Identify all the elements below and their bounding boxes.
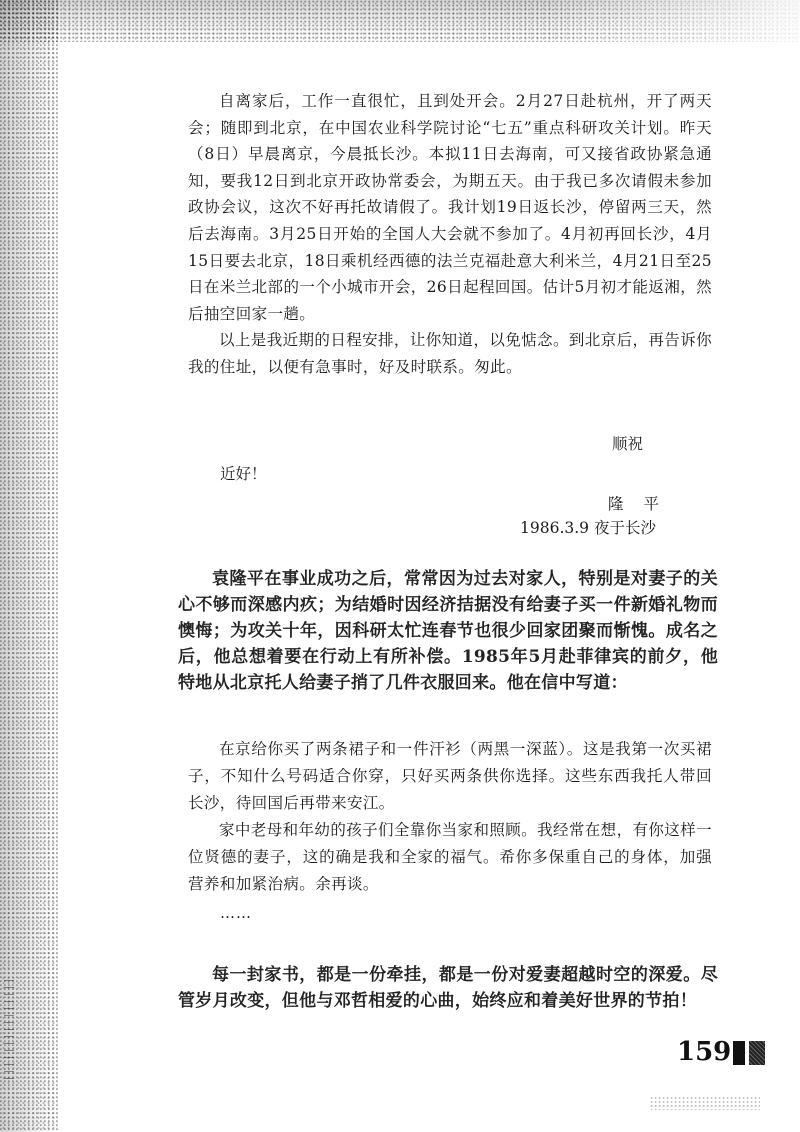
scan-smudge-bottom xyxy=(650,1096,760,1110)
letter-excerpt-1 xyxy=(188,88,712,381)
scan-border-top-fade xyxy=(540,0,800,42)
page-number-marker-pattern xyxy=(749,1041,765,1065)
letter2-paragraph-2: 家中老母和年幼的孩子们全靠你当家和照顾。我经常在想，有你这样一位贤德的妻子，这的确是我和全家的福气。希你多保重自己的身体，加强营养和加紧治病。余再谈。 xyxy=(188,821,712,893)
letter1-closing-right: 顺祝 xyxy=(612,435,644,453)
body-paragraph-2 xyxy=(178,962,718,1014)
letter1-paragraph-1: 自离家后，工作一直很忙，且到处开会。2月27日赴杭州，开了两天会；随即到北京，在中国农业科学院讨论“七五”重点科研攻关计划。昨天（8日）早晨离京，今晨抵长沙。本拟11日去海南，可又接省政协紧急通知，要我12日到北京开政协常委会，为期五天。由于我已多次请假未参加政协会议，这次不好再托故请假了。我计划19日返长沙，停留两三天，然后去海南。3月25日开始的全国人大会就不参加了。4月初再回长沙，4月15日要去北京，18日乘机经西德的法兰克福赴意大利米兰，4月21日至25日在米兰北部的一个小城市开会，26日起程回国。估计5月初才能返湘，然后抽空回家一趟。 xyxy=(188,92,712,323)
letter1-date: 1986.3.9 夜于长沙 xyxy=(520,519,656,537)
scan-border-left xyxy=(0,0,58,1132)
page-number-marker-solid xyxy=(733,1041,745,1065)
letter-excerpt-2 xyxy=(188,736,712,898)
body-paragraph-1 xyxy=(178,566,718,696)
letter1-closing-left: 近好！ xyxy=(220,465,267,483)
letter2-paragraph-1: 在京给你买了两条裙子和一件汗衫（两黑一深蓝）。这是我第一次买裙子，不知什么号码适合你穿，只好买两条供你选择。这些东西我托人带回长沙，待回国后再带来安江。 xyxy=(188,740,712,812)
body-paragraph-1-text: 袁隆平在事业成功之后，常常因为过去对家人，特别是对妻子的关心不够而深感内疚；为结婚时因经济拮据没有给妻子买一件新婚礼物而懊悔；为攻关十年，因科研太忙连春节也很少回家团聚而惭愧。成名之后，他总想着要在行动上有所补偿。1985年5月赴菲律宾的前夕，他特地从北京托人给妻子捎了几件衣服回来。他在信中写道： xyxy=(178,569,718,693)
page-number: 159 xyxy=(677,1037,732,1067)
letter2-ellipsis: …… xyxy=(220,904,252,922)
body-paragraph-2-text: 每一封家书，都是一份牵挂，都是一份对爱妻超越时空的深爱。尽管岁月改变，但他与邓哲相爱的心曲，始终应和着美好世界的节拍！ xyxy=(178,965,718,1011)
letter1-paragraph-2: 以上是我近期的日程安排，让你知道，以免惦念。到北京后，再告诉你我的住址，以便有急事时，好及时联系。匆此。 xyxy=(188,331,712,376)
letter1-signature: 隆平 xyxy=(608,495,680,513)
scan-marks-left xyxy=(4,980,14,1080)
